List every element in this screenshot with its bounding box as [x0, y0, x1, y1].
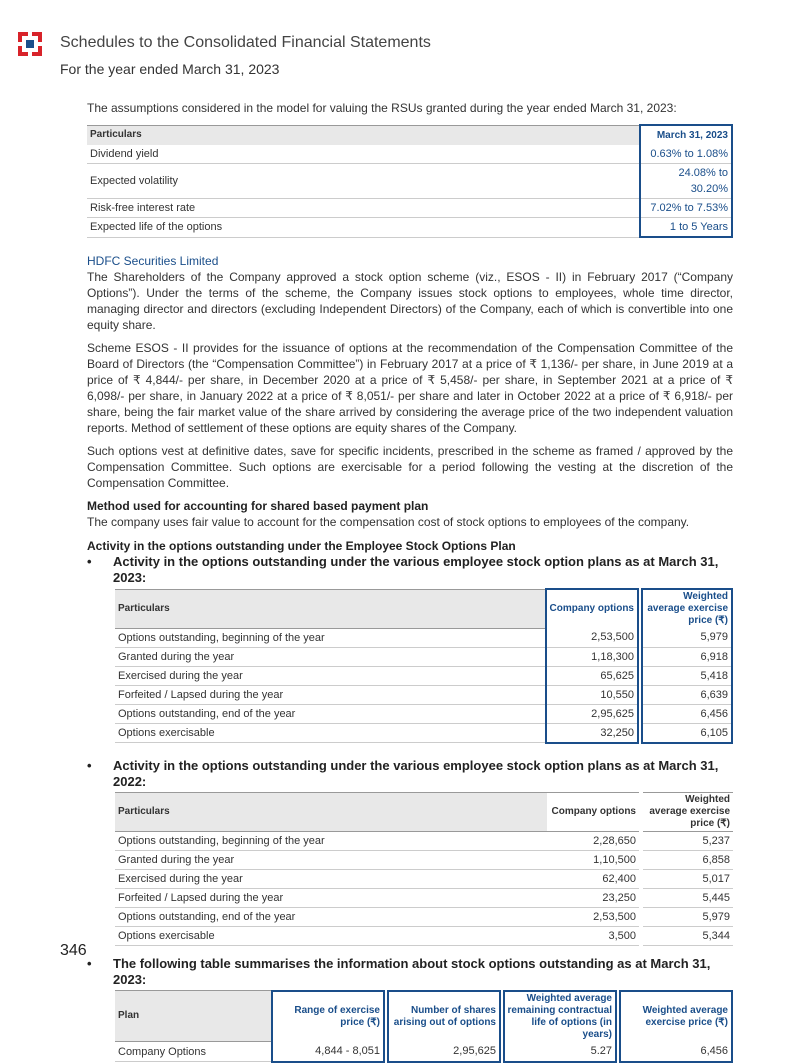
col-price: Weighted average exercise price (₹) — [643, 792, 733, 831]
table-row — [115, 850, 733, 869]
col-options: Company options — [547, 792, 639, 831]
col-price: Weighted average exercise price (₹) — [642, 589, 732, 628]
page-number: 346 — [60, 942, 87, 959]
rsu-col-particulars: Particulars — [87, 125, 640, 145]
row-label: Expected volatility — [87, 164, 640, 199]
table-row — [115, 647, 732, 666]
col-life: Weighted average remaining contractual life of options (in years) — [504, 991, 616, 1042]
row-value: 7.02% to 7.53% — [640, 199, 732, 218]
table-row — [115, 704, 732, 723]
method-heading: Method used for accounting for shared based payment plan — [87, 499, 429, 513]
row-options: 2,28,650 — [547, 831, 639, 850]
row-label: Granted during the year — [115, 647, 546, 666]
table-row — [115, 666, 732, 685]
summary-table — [115, 990, 733, 1063]
row-options: 3,500 — [547, 926, 639, 945]
col-range: Range of exercise price (₹) — [272, 991, 384, 1042]
bullet-text: Activity in the options outstanding under the various employee stock option plans as at March 31, 2023: — [113, 554, 719, 585]
row-price: 5,979 — [643, 907, 733, 926]
row-options: 1,10,500 — [547, 850, 639, 869]
row-plan: Company Options — [115, 1042, 272, 1062]
row-label: Forfeited / Lapsed during the year — [115, 888, 547, 907]
row-label: Options exercisable — [115, 926, 547, 945]
paragraph: Scheme ESOS - II provides for the issuance of options at the recommendation of the Compensation Committee of the Board of Directors (the “Compensation Committee”) in February 2017 at a price of ₹ 1,136/- per share, in June 2019 at a price of ₹ 4,844/- per share, in December 2020 at a price of ₹ 5,458/- per share, in September 2021 at a price of ₹ 6,098/- per share, in January 2022 at a price of ₹ 8,051/- per share and later in October 2022 at a price of ₹ 6,918/- per share, being the fair market value of the share arrived by considering the average price of the two independent valuation reports. Method of settlement of these options are equity shares of the Company. — [87, 341, 733, 435]
bullet-text: The following table summarises the information about stock options outstanding as at March 31, 2023: — [113, 955, 711, 987]
page-subtitle: For the year ended March 31, 2023 — [60, 61, 280, 77]
row-price: 5,979 — [642, 628, 732, 647]
table-row — [87, 164, 732, 199]
bullet-text: Activity in the options outstanding under the various employee stock option plans as at March 31, 2022: — [113, 757, 719, 789]
hdfc-logo-icon — [18, 32, 42, 56]
row-options: 10,550 — [546, 685, 638, 704]
col-particulars: Particulars — [115, 792, 547, 831]
row-label: Options exercisable — [115, 723, 546, 743]
rsu-assumptions-table — [87, 124, 733, 238]
activity-2022-table — [115, 792, 733, 946]
row-label: Exercised during the year — [115, 869, 547, 888]
rsu-col-value: March 31, 2023 — [640, 125, 732, 145]
col-particulars: Particulars — [115, 589, 546, 628]
row-label: Expected life of the options — [87, 218, 640, 238]
row-price: 5,445 — [643, 888, 733, 907]
row-label: Options outstanding, beginning of the year — [115, 831, 547, 850]
row-price: 5,418 — [642, 666, 732, 685]
table-row — [115, 926, 733, 945]
activity-2023-table — [115, 588, 733, 744]
row-label: Options outstanding, beginning of the year — [115, 628, 546, 647]
table-row — [87, 199, 732, 218]
bullet-icon: • — [87, 757, 92, 773]
row-price: 5,017 — [643, 869, 733, 888]
row-options: 2,95,625 — [546, 704, 638, 723]
row-price: 6,456 — [620, 1042, 732, 1062]
table-row — [115, 723, 732, 743]
table-row — [115, 685, 732, 704]
table-row — [115, 869, 733, 888]
bullet-icon: • — [87, 554, 92, 569]
page-title: Schedules to the Consolidated Financial Statements — [60, 34, 431, 51]
summary-table-wrap — [115, 990, 733, 1063]
paragraph: The Shareholders of the Company approved a stock option scheme (viz., ESOS - II) in February 2017 (“Company Options”). Under the terms of the scheme, the Company issues stock options to employees, whole time director, managing director and directors (excluding Independent Directors) of the Company, each of which is convertible into one equity share. — [87, 270, 733, 332]
row-value: 1 to 5 Years — [640, 218, 732, 238]
rsu-intro: The assumptions considered in the model for valuing the RSUs granted during the year ended March 31, 2023: — [87, 101, 677, 115]
bullet-icon: • — [87, 955, 92, 971]
row-price: 5,344 — [643, 926, 733, 945]
row-options: 65,625 — [546, 666, 638, 685]
row-price: 6,639 — [642, 685, 732, 704]
table-row — [115, 1042, 732, 1062]
table-row — [87, 218, 732, 238]
row-price: 6,858 — [643, 850, 733, 869]
row-price: 6,456 — [642, 704, 732, 723]
row-value: 24.08% to 30.20% — [640, 164, 732, 199]
table-row — [115, 831, 733, 850]
row-label: Options outstanding, end of the year — [115, 704, 546, 723]
row-price: 6,918 — [642, 647, 732, 666]
row-price: 5,237 — [643, 831, 733, 850]
row-label: Granted during the year — [115, 850, 547, 869]
col-plan: Plan — [115, 991, 272, 1042]
activity-2022-table-wrap — [115, 792, 733, 946]
section-title: HDFC Securities Limited — [87, 254, 219, 268]
row-label: Dividend yield — [87, 145, 640, 164]
row-options: 2,53,500 — [546, 628, 638, 647]
row-shares: 2,95,625 — [388, 1042, 500, 1062]
row-options: 1,18,300 — [546, 647, 638, 666]
row-label: Risk-free interest rate — [87, 199, 640, 218]
table-row — [115, 907, 733, 926]
table-row — [87, 145, 732, 164]
row-label: Forfeited / Lapsed during the year — [115, 685, 546, 704]
row-options: 23,250 — [547, 888, 639, 907]
main-content — [87, 100, 733, 1063]
row-life: 5.27 — [504, 1042, 616, 1062]
table-row — [115, 888, 733, 907]
row-value: 0.63% to 1.08% — [640, 145, 732, 164]
activity-2023-table-wrap — [115, 588, 733, 744]
col-options: Company options — [546, 589, 638, 628]
row-options: 32,250 — [546, 723, 638, 743]
row-price: 6,105 — [642, 723, 732, 743]
bullet-2023 — [87, 554, 733, 586]
bullet-summary — [87, 956, 733, 988]
table-row — [115, 628, 732, 647]
row-range: 4,844 - 8,051 — [272, 1042, 384, 1062]
activity-heading: Activity in the options outstanding under the Employee Stock Options Plan — [87, 539, 516, 553]
row-label: Exercised during the year — [115, 666, 546, 685]
paragraph: Such options vest at definitive dates, save for specific incidents, prescribed in the scheme as framed / approved by the Compensation Committee. Such options are exercisable for a period following the vesting at the discretion of the Compensation Committee. — [87, 444, 733, 490]
row-options: 2,53,500 — [547, 907, 639, 926]
row-label: Options outstanding, end of the year — [115, 907, 547, 926]
paragraph: The company uses fair value to account for the compensation cost of stock options to employees of the company. — [87, 515, 690, 529]
row-options: 62,400 — [547, 869, 639, 888]
col-shares: Number of shares arising out of options — [388, 991, 500, 1042]
col-price: Weighted average exercise price (₹) — [620, 991, 732, 1042]
bullet-2022 — [87, 758, 733, 790]
